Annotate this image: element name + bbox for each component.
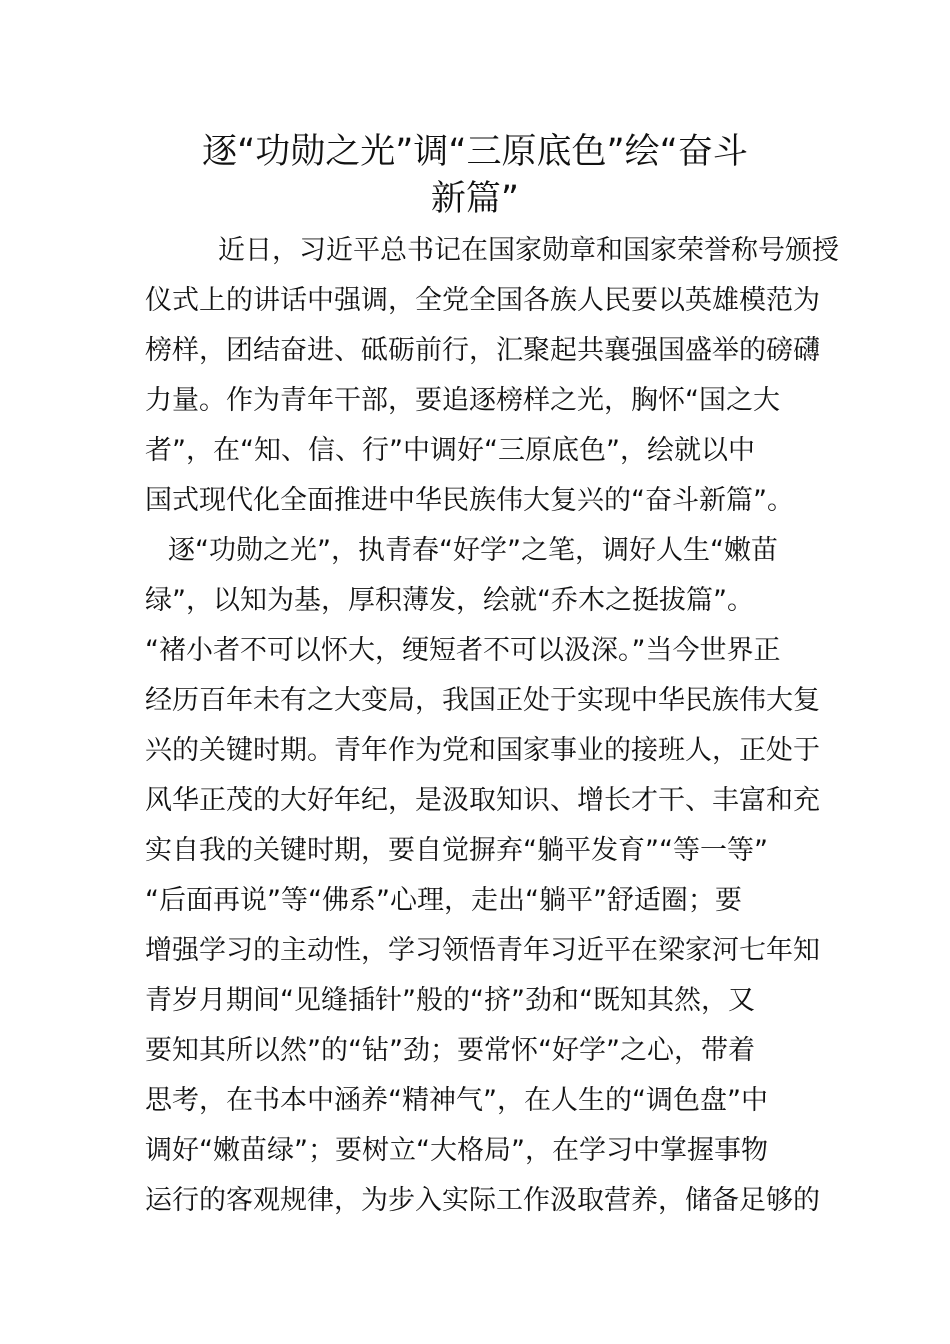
paragraph-line: 榜样，团结奋进、砥砺前行，汇聚起共襄强国盛举的磅礴: [145, 335, 820, 366]
paragraph-line: 调好“嫩苗绿”；要树立“大格局”，在学习中掌握事物: [145, 1135, 768, 1166]
document-title-line-1: 逐“功勋之光”调“三原底色”绘“奋斗: [202, 132, 748, 172]
paragraph-line: 要知其所以然”的“钻”劲；要常怀“好学”之心，带着: [145, 1035, 755, 1066]
paragraph-line: 兴的关键时期。青年作为党和国家事业的接班人，正处于: [145, 735, 820, 766]
paragraph-line: 仪式上的讲话中强调，全党全国各族人民要以英雄模范为: [145, 285, 820, 316]
paragraph-line: 国式现代化全面推进中华民族伟大复兴的“奋斗新篇”。: [145, 485, 794, 516]
paragraph-line: 风华正茂的大好年纪，是汲取知识、增长才干、丰富和充: [145, 785, 820, 816]
paragraph-line: 力量。作为青年干部，要追逐榜样之光，胸怀“国之大: [145, 385, 780, 416]
paragraph-line: 近日，习近平总书记在国家勋章和国家荣誉称号颁授: [218, 235, 839, 266]
paragraph-line: “褚小者不可以怀大，绠短者不可以汲深。”当今世界正: [145, 635, 781, 666]
paragraph-line: 逐“功勋之光”，执青春“好学”之笔，调好人生“嫩苗: [168, 535, 778, 566]
paragraph-line: 青岁月期间“见缝插针”般的“挤”劲和“既知其然，又: [145, 985, 755, 1016]
paragraph-line: 绿”，以知为基，厚积薄发，绘就“乔木之挺拔篇”。: [145, 585, 754, 616]
paragraph-line: 实自我的关键时期，要自觉摒弃“躺平发育”“等一等”: [145, 835, 768, 866]
paragraph-line: 运行的客观规律，为步入实际工作汲取营养，储备足够的: [145, 1185, 820, 1216]
paragraph-line: 增强学习的主动性，学习领悟青年习近平在梁家河七年知: [145, 935, 820, 966]
paragraph-line: 思考，在书本中涵养“精神气”，在人生的“调色盘”中: [145, 1085, 768, 1116]
paragraph-line: 者”，在“知、信、行”中调好“三原底色”，绘就以中: [145, 435, 755, 466]
paragraph-line: “后面再说”等“佛系”心理，走出“躺平”舒适圈；要: [145, 885, 742, 916]
document-title-line-2: 新篇”: [430, 179, 520, 219]
paragraph-line: 经历百年未有之大变局，我国正处于实现中华民族伟大复: [145, 685, 820, 716]
